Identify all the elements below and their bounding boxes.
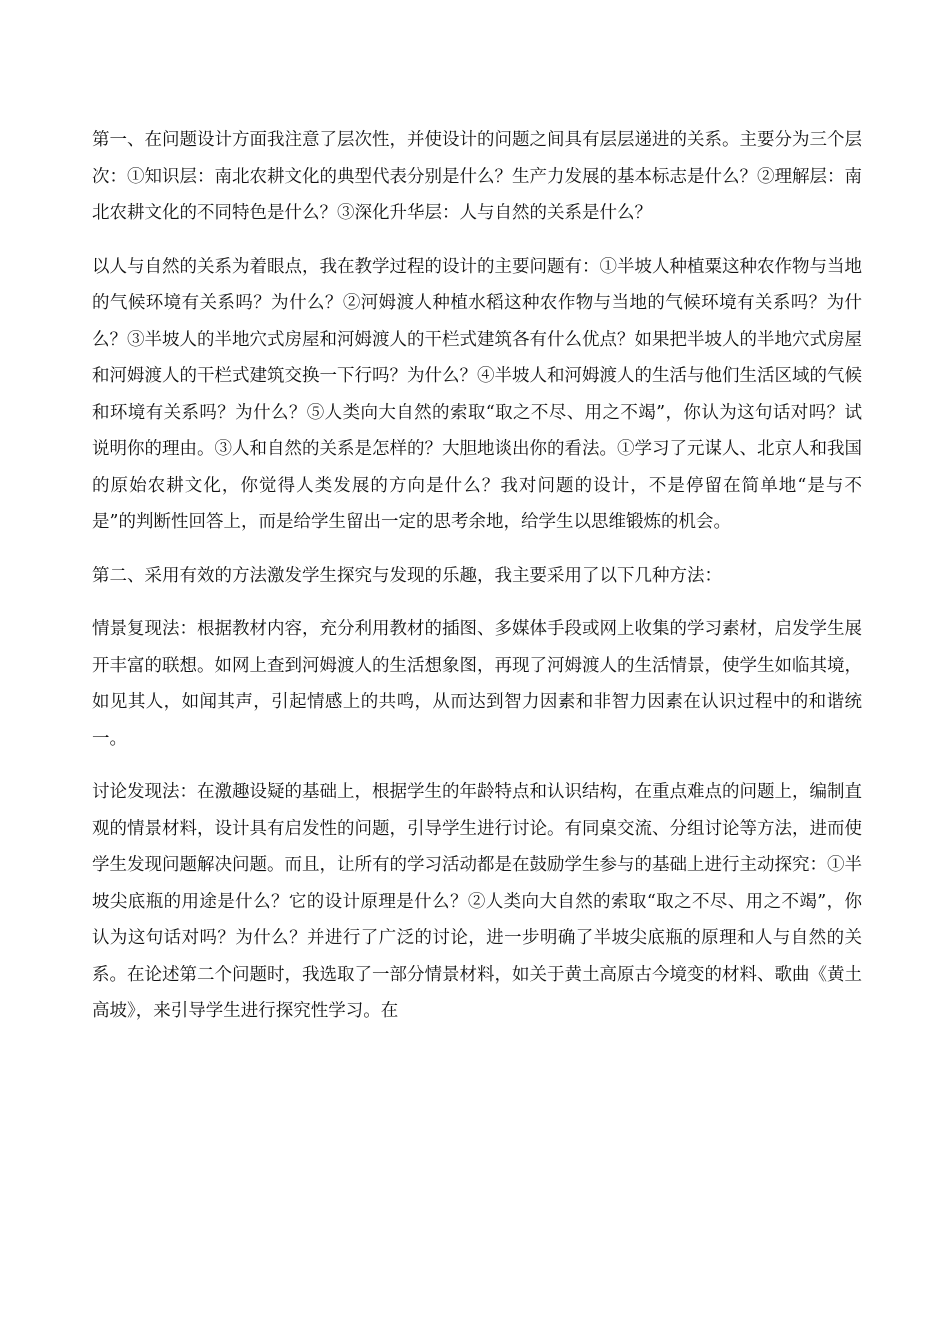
paragraph-question-design-levels: 第一、在问题设计方面我注意了层次性，并使设计的问题之间具有层层递进的关系。主要分为三个层次：①知识层：南北农耕文化的典型代表分别是什么？生产力发展的基本标志是什么？②理解层：南北农耕文化的不同特色是什么？③深化升华层：人与自然的关系是什么？ <box>92 130 862 223</box>
paragraph-discussion-method: 讨论发现法：在激趣设疑的基础上，根据学生的年龄特点和认识结构，在重点难点的问题上，编制直观的情景材料，设计具有启发性的问题，引导学生进行讨论。有同桌交流、分组讨论等方法，进而使学生发现问题解决问题。而且，让所有的学习活动都是在鼓励学生参与的基础上进行主动探究：①半坡尖底瓶的用途是什么？它的设计原理是什么？②人类向大自然的索取“取之不尽、用之不竭”，你认为这句话对吗？为什么？并进行了广泛的讨论，进一步明确了半坡尖底瓶的原理和人与自然的关系。在论述第二个问题时，我选取了一部分情景材料，如关于黄土高原古今境变的材料、歌曲《黄土高坡》，来引导学生进行探究性学习。在 <box>92 782 862 1021</box>
paragraph-methods-intro: 第二、采用有效的方法激发学生探究与发现的乐趣，我主要采用了以下几种方法： <box>92 565 722 586</box>
paragraph-main-questions: 以人与自然的关系为着眼点，我在教学过程的设计的主要问题有：①半坡人种植粟这种农作物与当地的气候环境有关系吗？为什么？②河姆渡人种植水稻这种农作物与当地的气候环境有关系吗？为什么？③半坡人的半地穴式房屋和河姆渡人的干栏式建筑各有什么优点？如果把半坡人的半地穴式房屋和河姆渡人的干栏式建筑交换一下行吗？为什么？④半坡人和河姆渡人的生活与他们生活区域的气候和环境有关系吗？为什么？⑤人类向大自然的索取“取之不尽、用之不竭”，你认为这句话对吗？试说明你的理由。③人和自然的关系是怎样的？大胆地谈出你的看法。①学习了元谋人、北京人和我国的原始农耕文化，你觉得人类发展的方向是什么？我对问题的设计，不是停留在简单地“是与不是”的判断性回答上，而是给学生留出一定的思考余地，给学生以思维锻炼的机会。 <box>92 256 862 532</box>
paragraph-scene-reproduction-method: 情景复现法：根据教材内容，充分利用教材的插图、多媒体手段或网上收集的学习素材，启发学生展开丰富的联想。如网上查到河姆渡人的生活想象图，再现了河姆渡人的生活情景，使学生如临其境，如见其人，如闻其声，引起情感上的共鸣，从而达到智力因素和非智力因素在认识过程中的和谐统一。 <box>92 619 862 749</box>
document-page <box>92 122 862 1047</box>
